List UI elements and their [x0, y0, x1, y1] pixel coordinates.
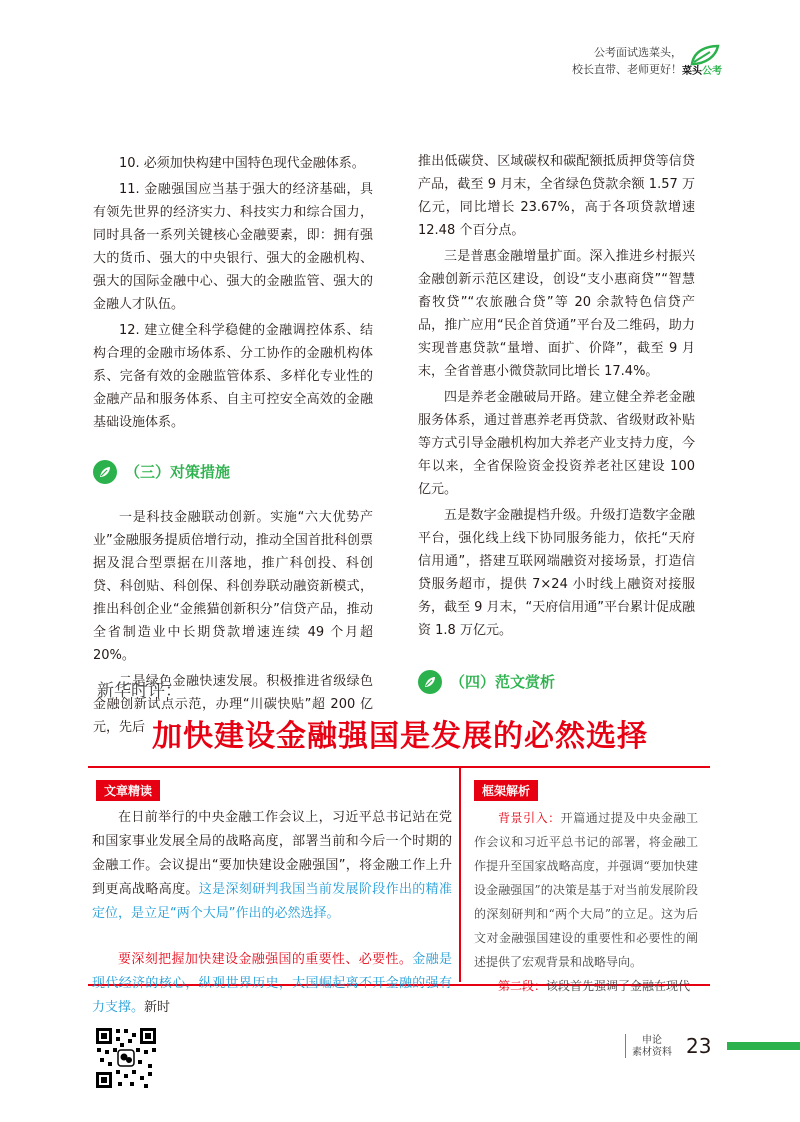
text-highlight-blue: 这是深刻研判我国当前发展阶段作出的精准定位，是立足“两个大局”作出的必然选择。	[92, 882, 452, 921]
leaf-icon	[418, 670, 442, 694]
footer-divider	[625, 1034, 626, 1058]
analysis-paragraph-1	[474, 806, 698, 974]
essay-title: 加快建设金融强国是发展的必然选择	[152, 719, 648, 754]
paragraph: 二是绿色金融快速发展。积极推进省级绿色金融创新试点示范，办理“川碳快贴”超 200 亿元，先后	[93, 674, 373, 735]
column-divider	[459, 768, 461, 982]
logo-text	[682, 62, 722, 77]
analysis-body: 该段首先强调了金融在现代	[546, 979, 691, 993]
text-highlight-red: 要深刻把握加快建设金融强国的重要性、必要性。	[118, 952, 413, 967]
analysis-label: 第二段：	[498, 979, 547, 993]
text-black: 在日前举行的中央金融工作会议上，习近平总书记站在党和国家事业发展全局的战略高度，部署当前和今后一个时期的金融工作。会议提出“要加快建设金融强国”，将金融工作上升到更高战略高度。	[92, 810, 452, 897]
paragraph: 10. 必须加快构建中国特色现代金融体系。	[119, 156, 365, 171]
page-number: 23	[686, 1034, 712, 1058]
section-title: （四）范文赏析	[450, 672, 556, 691]
paragraph: 四是养老金融破局开路。建立健全养老金融服务体系，通过普惠养老再贷款、省级财政补贴等方式引导金融机构加大养老产业支持力度，今年以来，全省保险资金投资养老社区建设 100 亿元。	[418, 390, 695, 497]
leaf-icon	[93, 460, 117, 484]
logo-text-part1: 菜头	[682, 66, 702, 77]
section-title: （三）对策措施	[125, 462, 231, 481]
paragraph: 12. 建立健全科学稳健的金融调控体系、结构合理的金融市场体系、分工协作的金融机构体系、完备有效的金融监管体系、多样化专业性的金融产品和服务体系、自主可控安全高效的金融基础设施体系。	[93, 323, 373, 430]
slogan-line-1: 公考面试选菜头，	[594, 46, 682, 59]
footer-label	[632, 1035, 672, 1059]
analysis-paragraph-2	[474, 974, 698, 998]
footer-accent-bar	[727, 1042, 800, 1050]
footer-label-line2: 素材资料	[632, 1047, 672, 1058]
section-heading-4	[418, 670, 695, 694]
qr-code	[94, 1026, 158, 1090]
paragraph: 推出低碳贷、区域碳权和碳配额抵质押贷等信贷产品，截至 9 月末，全省绿色贷款余额 1.57 万亿元，同比增长 23.67%，高于各项贷款增速 12.48 个百分点。	[418, 154, 695, 238]
qr-code-icon	[94, 1026, 158, 1090]
paragraph: 五是数字金融提档升级。升级打造数字金融平台，强化线上线下协同服务能力，依托“天府信用通”，搭建互联网端融资对接场景，打造信贷服务超市，提供 7×24 小时线上融资对接服务，截至 9 月末，“天府信用通”平台累计促成融资 1.8 万亿元。	[418, 508, 696, 638]
essay-source: 新华时评：	[97, 681, 182, 701]
paragraph: 一是科技金融联动创新。实施“六大优势产业”金融服务提质倍增行动，推动全国首批科创票据及混合型票据在川落地，推广科创投、科创贷、科创贴、科创保、科创券联动融资新模式，推出科创企业“金熊猫创新积分”信贷产品，推动全省制造业中长期贷款增速连续 49 个月超 20%。	[93, 510, 373, 663]
text-black: 新时	[144, 1000, 171, 1015]
essay-paragraph-1	[92, 806, 452, 926]
footer-label-line1: 申论	[642, 1035, 662, 1046]
analysis-body: 开篇通过提及中央金融工作会议和习近平总书记的部署，将金融工作提升至国家战略高度，并强调“要加快建设金融强国”的决策是基于对当前发展阶段的深刻研判和“两个大局”的立足。这为后文对金融强国建设的重要性和必要性的阐述提供了宏观背景和战略导向。	[474, 811, 698, 969]
slogan-line-2: 校长直带、老师更好！	[572, 63, 682, 76]
analysis-text	[474, 806, 698, 998]
tag-close-reading: 文章精读	[96, 780, 160, 801]
essay-paragraph-2	[92, 948, 452, 1020]
text-highlight-blue: 金融是现代经济的核心，纵观世界历史，大国崛起离不开金融的强有力支撑。	[92, 952, 452, 1015]
paragraph: 三是普惠金融增量扩面。深入推进乡村振兴金融创新示范区建设，创设“支小惠商贷”“智慧畜牧贷”“农旅融合贷”等 20 余款特色信贷产品，推广应用“民企首贷通”平台及二维码，助力实现普惠贷款“量增、面扩、价降”，截至 9 月末，全省普惠小微贷款同比增长 17.4%。	[418, 249, 695, 379]
analysis-label: 背景引入：	[498, 811, 561, 825]
section-heading-3	[93, 460, 373, 484]
left-column	[93, 152, 373, 739]
header-slogan	[572, 44, 682, 78]
tag-framework-analysis: 框架解析	[474, 780, 538, 801]
right-column	[418, 150, 695, 694]
paragraph: 11. 金融强国应当基于强大的经济基础，具有领先世界的经济实力、科技实力和综合国力，同时具备一系列关键核心金融要素，即：拥有强大的货币、强大的中央银行、强大的金融机构、强大的国际金融中心、强大的金融监管、强大的金融人才队伍。	[93, 182, 373, 312]
essay-text	[92, 806, 452, 1020]
logo-text-part2: 公考	[702, 66, 722, 77]
